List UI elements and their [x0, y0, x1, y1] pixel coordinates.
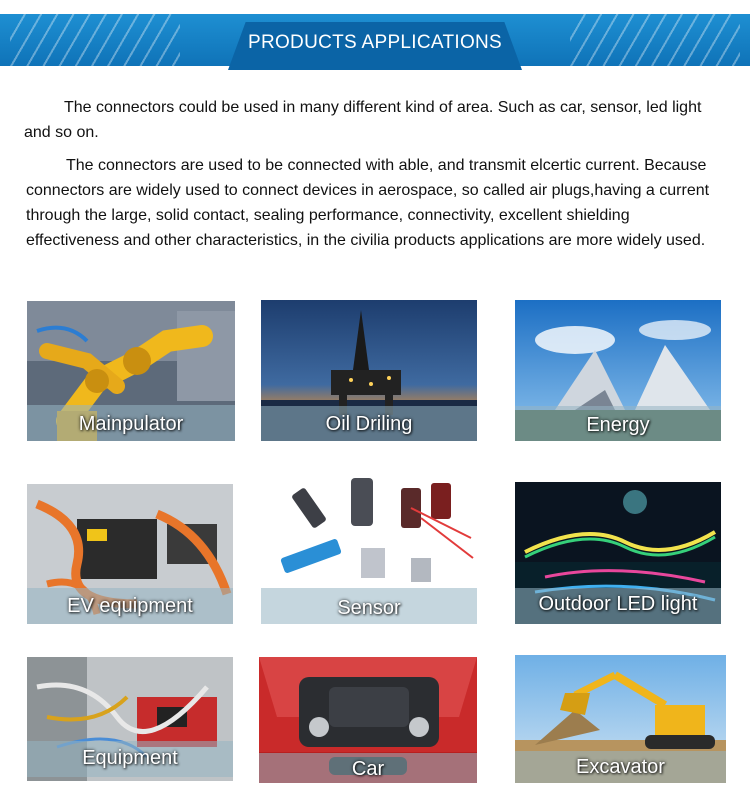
intro-paragraph-1: The connectors could be used in many different kind of area. Such as car, sensor, led light and so on.: [24, 99, 702, 141]
application-label: Excavator: [576, 756, 665, 778]
application-tile-outdoor-led: [515, 482, 721, 624]
application-label: Car: [351, 758, 385, 780]
application-label: Oil Driling: [325, 413, 413, 435]
application-tile-equipment: [27, 657, 233, 781]
application-label: EV equipment: [67, 595, 193, 617]
application-tile-oil-drilling: [261, 300, 477, 441]
application-tile-excavator: [515, 655, 726, 783]
application-label: Energy: [586, 414, 650, 436]
header-banner: [0, 14, 750, 66]
application-tile-sensor: [261, 468, 477, 624]
application-label: Mainpulator: [78, 413, 184, 435]
application-label: Outdoor LED light: [538, 593, 698, 615]
application-tile-energy: [515, 300, 721, 441]
intro-paragraph-2: The connectors are used to be connected with able, and transmit elcertic current. Because connectors are widely used to connect devices in aerospace, so called air plugs,having a current through the large, solid contact, sealing performance, connectivity, excellent shielding effectiveness and other characteristics, in the civilia products applications are more widely used.: [26, 157, 710, 249]
application-tile-manipulator: [27, 301, 235, 441]
page-title: PRODUCTS APPLICATIONS: [247, 32, 503, 53]
application-tile-car: [259, 657, 477, 783]
application-tile-ev-equipment: [27, 484, 233, 624]
application-label: Sensor: [337, 597, 401, 619]
application-label: Equipment: [82, 747, 178, 769]
